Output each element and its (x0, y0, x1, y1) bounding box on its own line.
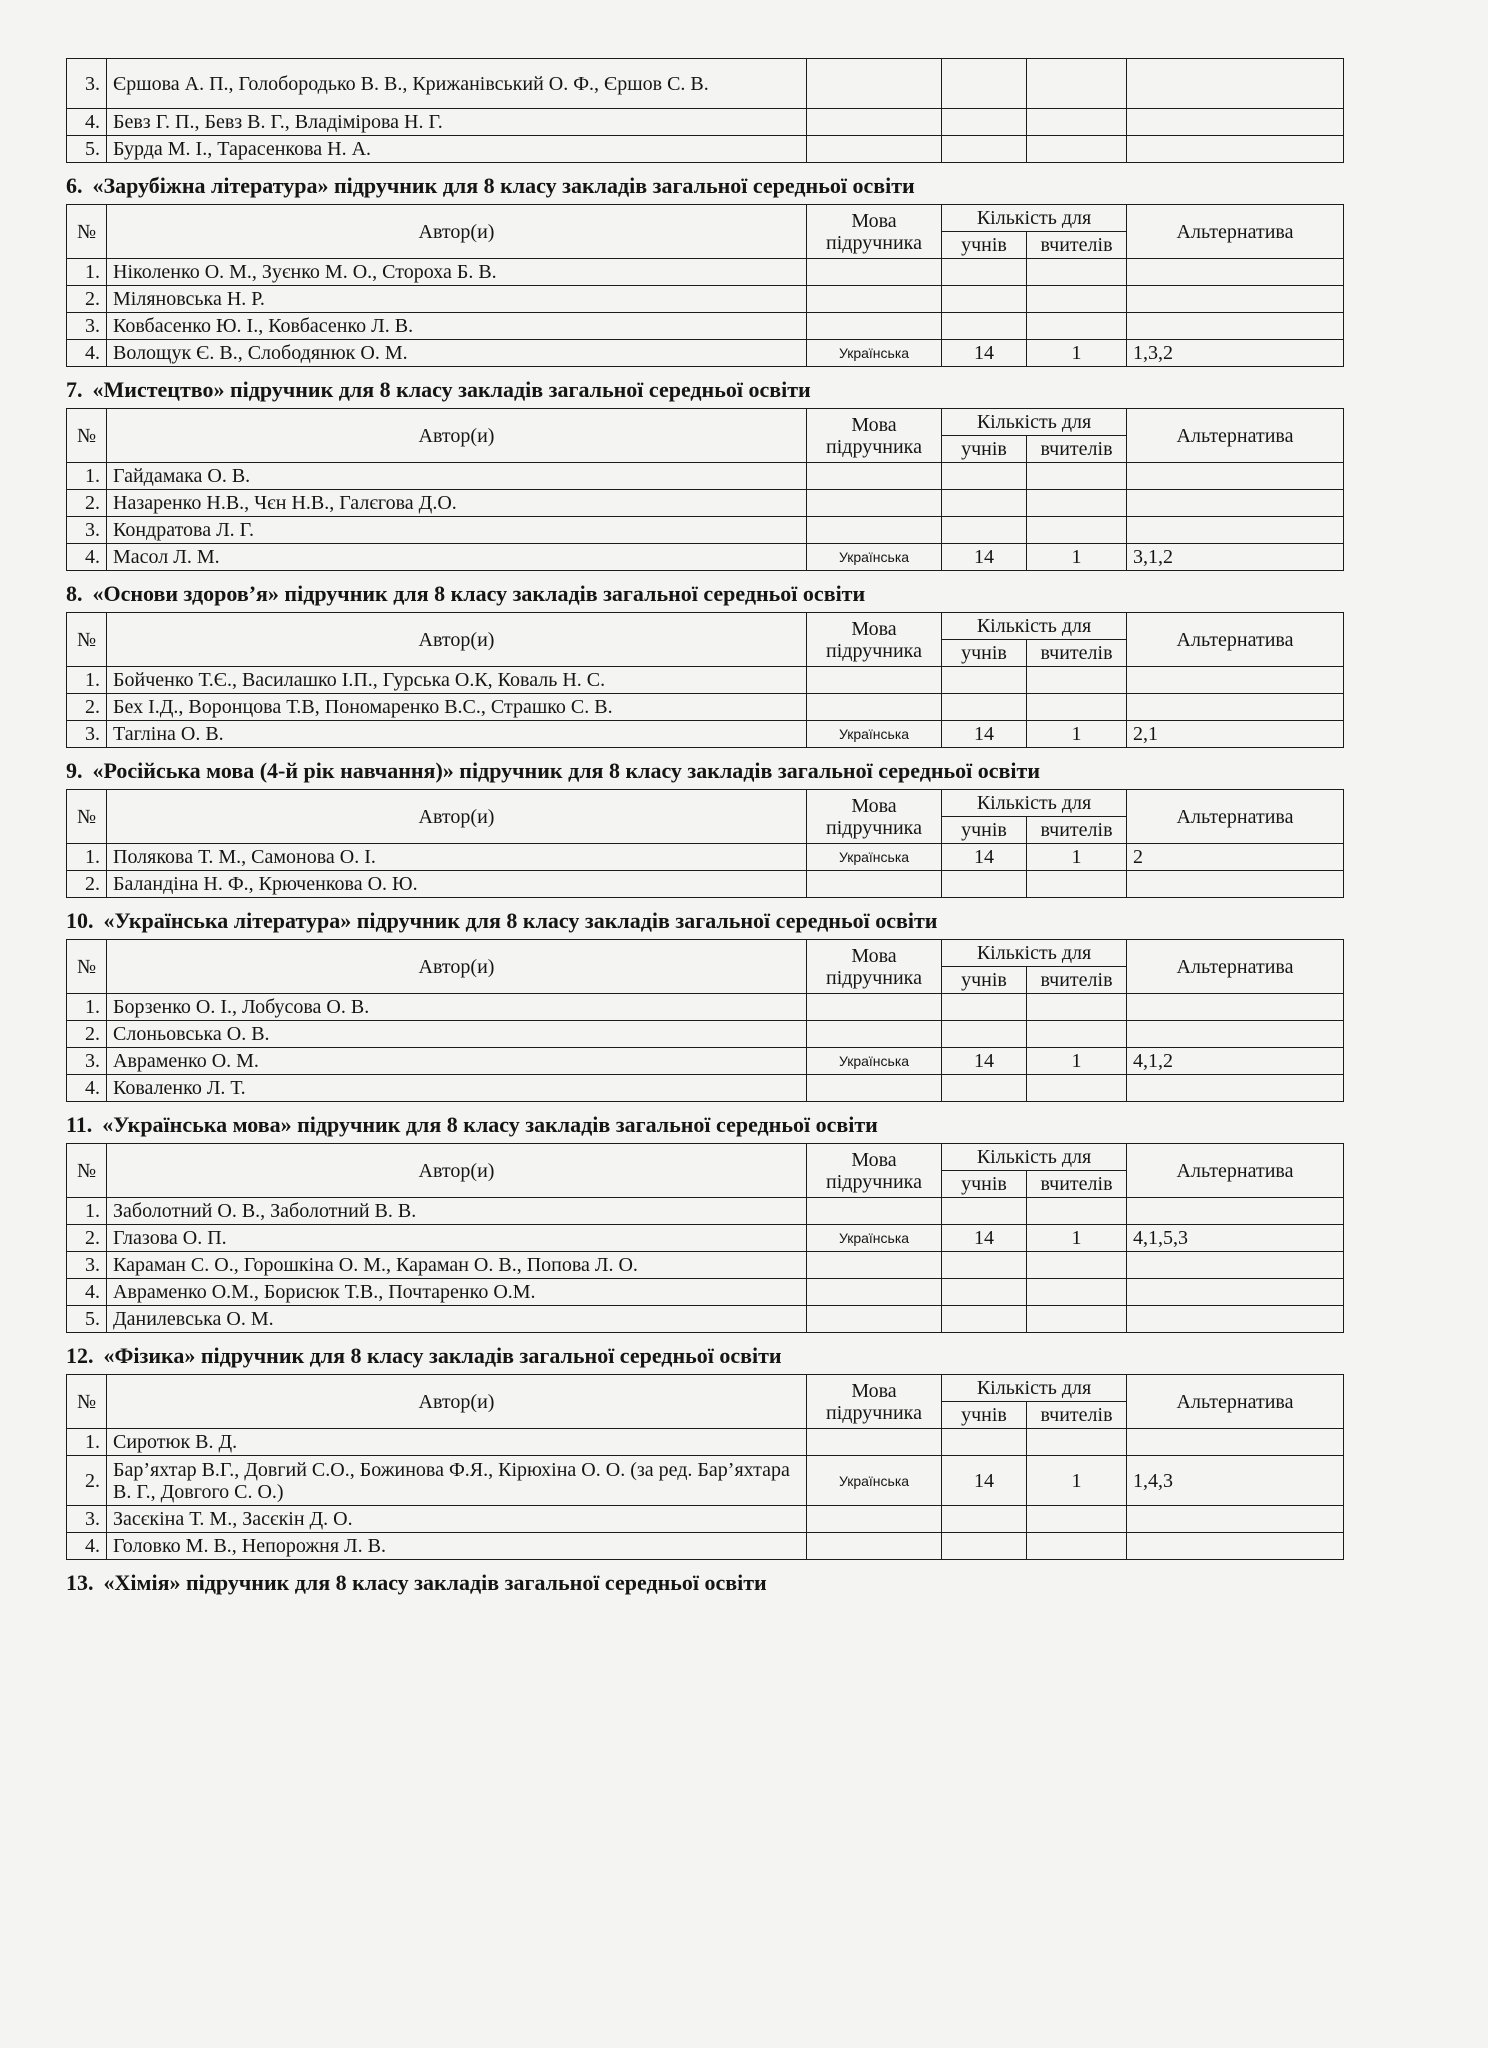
students-cell (942, 1021, 1027, 1048)
teachers-cell: 1 (1027, 844, 1127, 871)
header-alternative: Альтернатива (1127, 409, 1344, 463)
section-number: 13. (66, 1570, 94, 1595)
teachers-cell (1027, 109, 1127, 136)
teachers-cell (1027, 1506, 1127, 1533)
teachers-cell: 1 (1027, 340, 1127, 367)
language-cell (807, 667, 942, 694)
header-teachers: вчителів (1027, 1171, 1127, 1198)
header-author: Автор(и) (107, 790, 807, 844)
students-cell (942, 694, 1027, 721)
alternative-cell (1127, 1533, 1344, 1560)
alternative-cell (1127, 59, 1344, 109)
header-row (67, 613, 1344, 640)
language-cell (807, 463, 942, 490)
language-cell (807, 286, 942, 313)
teachers-cell (1027, 1306, 1127, 1333)
teachers-cell (1027, 1533, 1127, 1560)
language-cell (807, 259, 942, 286)
teachers-cell (1027, 259, 1127, 286)
header-alternative: Альтернатива (1127, 1375, 1344, 1429)
header-number: № (67, 1144, 107, 1198)
teachers-cell: 1 (1027, 1456, 1127, 1506)
header-language: Мова підручника (807, 1144, 942, 1198)
language-cell (807, 517, 942, 544)
row-number: 2. (67, 490, 107, 517)
language-cell (807, 1279, 942, 1306)
header-students: учнів (942, 232, 1027, 259)
row-number: 5. (67, 136, 107, 163)
section-title-text: «Українська мова» підручник для 8 класу закладів загальної середньої освіти (102, 1112, 878, 1137)
alternative-cell: 2,1 (1127, 721, 1344, 748)
students-cell (942, 1075, 1027, 1102)
table-row (67, 286, 1344, 313)
author-cell: Авраменко О. М. (107, 1048, 807, 1075)
language-cell: Українська (807, 721, 942, 748)
alternative-cell (1127, 1075, 1344, 1102)
language-cell: Українська (807, 544, 942, 571)
author-cell: Заболотний О. В., Заболотний В. В. (107, 1198, 807, 1225)
students-cell (942, 490, 1027, 517)
header-count: Кількість для (942, 940, 1127, 967)
table-row (67, 844, 1344, 871)
header-alternative: Альтернатива (1127, 613, 1344, 667)
teachers-cell (1027, 1021, 1127, 1048)
teachers-cell (1027, 517, 1127, 544)
language-cell (807, 1252, 942, 1279)
table-row (67, 136, 1344, 163)
header-alternative: Альтернатива (1127, 790, 1344, 844)
teachers-cell (1027, 994, 1127, 1021)
students-cell (942, 463, 1027, 490)
alternative-cell: 4,1,5,3 (1127, 1225, 1344, 1252)
row-number: 4. (67, 1533, 107, 1560)
students-cell: 14 (942, 544, 1027, 571)
header-teachers: вчителів (1027, 967, 1127, 994)
header-count: Кількість для (942, 409, 1127, 436)
row-number: 4. (67, 1075, 107, 1102)
table-row (67, 1506, 1344, 1533)
header-number: № (67, 613, 107, 667)
author-cell: Міляновська Н. Р. (107, 286, 807, 313)
language-cell: Українська (807, 1225, 942, 1252)
header-number: № (67, 409, 107, 463)
language-cell (807, 994, 942, 1021)
section-title (66, 1112, 1343, 1138)
section-number: 9. (66, 758, 83, 783)
language-cell (807, 1533, 942, 1560)
section-title-text: «Зарубіжна література» підручник для 8 класу закладів загальної середньої освіти (92, 173, 915, 198)
header-row (67, 940, 1344, 967)
row-number: 2. (67, 286, 107, 313)
header-row (67, 1144, 1344, 1171)
row-number: 3. (67, 721, 107, 748)
table-row (67, 544, 1344, 571)
students-cell: 14 (942, 340, 1027, 367)
students-cell (942, 109, 1027, 136)
table-row (67, 59, 1344, 109)
language-cell (807, 1306, 942, 1333)
author-cell: Караман С. О., Горошкіна О. М., Караман О. В., Попова Л. О. (107, 1252, 807, 1279)
teachers-cell (1027, 1429, 1127, 1456)
header-teachers: вчителів (1027, 436, 1127, 463)
header-count: Кількість для (942, 205, 1127, 232)
table-row (67, 1075, 1344, 1102)
author-cell: Авраменко О.М., Борисюк Т.В., Почтаренко О.М. (107, 1279, 807, 1306)
alternative-cell (1127, 1279, 1344, 1306)
students-cell (942, 1252, 1027, 1279)
language-cell (807, 109, 942, 136)
textbook-table (66, 1143, 1344, 1333)
students-cell: 14 (942, 1456, 1027, 1506)
header-count: Кількість для (942, 1144, 1127, 1171)
teachers-cell (1027, 59, 1127, 109)
author-cell: Назаренко Н.В., Чєн Н.В., Галєгова Д.О. (107, 490, 807, 517)
header-teachers: вчителів (1027, 817, 1127, 844)
students-cell (942, 1279, 1027, 1306)
header-language: Мова підручника (807, 205, 942, 259)
students-cell (942, 59, 1027, 109)
alternative-cell (1127, 313, 1344, 340)
row-number: 2. (67, 871, 107, 898)
table-row (67, 109, 1344, 136)
alternative-cell (1127, 994, 1344, 1021)
table-row (67, 1429, 1344, 1456)
header-author: Автор(и) (107, 205, 807, 259)
author-cell: Бойченко Т.Є., Василашко І.П., Гурська О.К, Коваль Н. С. (107, 667, 807, 694)
teachers-cell (1027, 1252, 1127, 1279)
row-number: 2. (67, 1456, 107, 1506)
header-students: учнів (942, 817, 1027, 844)
header-language: Мова підручника (807, 409, 942, 463)
alternative-cell (1127, 109, 1344, 136)
header-row (67, 1375, 1344, 1402)
section-title-text: «Українська література» підручник для 8 класу закладів загальної середньої освіти (103, 908, 938, 933)
teachers-cell (1027, 1198, 1127, 1225)
table-row (67, 667, 1344, 694)
textbook-table (66, 204, 1344, 367)
author-cell: Баландіна Н. Ф., Крюченкова О. Ю. (107, 871, 807, 898)
header-language: Мова підручника (807, 940, 942, 994)
header-row (67, 409, 1344, 436)
header-row (67, 790, 1344, 817)
language-cell (807, 694, 942, 721)
alternative-cell (1127, 259, 1344, 286)
author-cell: Єршова А. П., Голобородько В. В., Крижанівський О. Ф., Єршов С. В. (107, 59, 807, 109)
section-title (66, 1570, 1343, 1596)
table-row (67, 694, 1344, 721)
author-cell: Слоньовська О. В. (107, 1021, 807, 1048)
language-cell: Українська (807, 340, 942, 367)
row-number: 2. (67, 1225, 107, 1252)
row-number: 3. (67, 313, 107, 340)
header-alternative: Альтернатива (1127, 205, 1344, 259)
table-row (67, 1198, 1344, 1225)
section-title (66, 173, 1343, 199)
alternative-cell (1127, 286, 1344, 313)
author-cell: Кондратова Л. Г. (107, 517, 807, 544)
table-row (67, 340, 1344, 367)
header-number: № (67, 940, 107, 994)
section-title-text: «Мистецтво» підручник для 8 класу закладів загальної середньої освіти (92, 377, 811, 402)
row-number: 1. (67, 1198, 107, 1225)
header-students: учнів (942, 1402, 1027, 1429)
table-row (67, 1279, 1344, 1306)
row-number: 3. (67, 517, 107, 544)
section-number: 6. (66, 173, 83, 198)
author-cell: Засєкіна Т. М., Засєкін Д. О. (107, 1506, 807, 1533)
section-title (66, 581, 1343, 607)
row-number: 4. (67, 109, 107, 136)
students-cell: 14 (942, 844, 1027, 871)
teachers-cell: 1 (1027, 544, 1127, 571)
textbook-table (66, 939, 1344, 1102)
teachers-cell (1027, 313, 1127, 340)
row-number: 3. (67, 1048, 107, 1075)
author-cell: Тагліна О. В. (107, 721, 807, 748)
row-number: 4. (67, 544, 107, 571)
language-cell (807, 59, 942, 109)
students-cell (942, 1429, 1027, 1456)
language-cell (807, 871, 942, 898)
alternative-cell (1127, 1506, 1344, 1533)
students-cell: 14 (942, 1225, 1027, 1252)
language-cell (807, 1075, 942, 1102)
alternative-cell (1127, 1306, 1344, 1333)
section-title-text: «Фізика» підручник для 8 класу закладів загальної середньої освіти (103, 1343, 782, 1368)
row-number: 4. (67, 1279, 107, 1306)
row-number: 1. (67, 844, 107, 871)
table-row (67, 871, 1344, 898)
students-cell (942, 1198, 1027, 1225)
table-row (67, 517, 1344, 544)
teachers-cell (1027, 694, 1127, 721)
alternative-cell (1127, 136, 1344, 163)
students-cell (942, 667, 1027, 694)
language-cell: Українська (807, 1048, 942, 1075)
header-row (67, 205, 1344, 232)
textbook-table (66, 612, 1344, 748)
author-cell: Бар’яхтар В.Г., Довгий С.О., Божинова Ф.Я., Кірюхіна О. О. (за ред. Бар’яхтара В. Г., Довгого С. О.) (107, 1456, 807, 1506)
language-cell (807, 490, 942, 517)
table-row (67, 1252, 1344, 1279)
table-row (67, 463, 1344, 490)
table-row (67, 1048, 1344, 1075)
row-number: 4. (67, 340, 107, 367)
header-language: Мова підручника (807, 790, 942, 844)
section-title-text: «Російська мова (4-й рік навчання)» підручник для 8 класу закладів загальної середньої освіти (92, 758, 1041, 783)
teachers-cell: 1 (1027, 1048, 1127, 1075)
author-cell: Волощук Є. В., Слободянюк О. М. (107, 340, 807, 367)
table-row (67, 313, 1344, 340)
teachers-cell (1027, 667, 1127, 694)
section-number: 7. (66, 377, 83, 402)
section-number: 10. (66, 908, 94, 933)
sections-container (66, 173, 1343, 1560)
section-title (66, 908, 1343, 934)
alternative-cell (1127, 490, 1344, 517)
row-number: 1. (67, 667, 107, 694)
teachers-cell (1027, 1279, 1127, 1306)
language-cell (807, 1198, 942, 1225)
author-cell: Борзенко О. І., Лобусова О. В. (107, 994, 807, 1021)
section-number: 12. (66, 1343, 94, 1368)
row-number: 1. (67, 1429, 107, 1456)
textbook-table (66, 789, 1344, 898)
students-cell (942, 871, 1027, 898)
language-cell: Українська (807, 844, 942, 871)
section-number: 8. (66, 581, 83, 606)
header-students: учнів (942, 640, 1027, 667)
alternative-cell (1127, 1021, 1344, 1048)
teachers-cell (1027, 136, 1127, 163)
row-number: 5. (67, 1306, 107, 1333)
students-cell (942, 994, 1027, 1021)
author-cell: Сиротюк В. Д. (107, 1429, 807, 1456)
teachers-cell (1027, 286, 1127, 313)
alternative-cell: 3,1,2 (1127, 544, 1344, 571)
author-cell: Ніколенко О. М., Зуєнко М. О., Стороха Б. В. (107, 259, 807, 286)
section-title-text: «Основи здоров’я» підручник для 8 класу закладів загальної середньої освіти (92, 581, 866, 606)
teachers-cell: 1 (1027, 1225, 1127, 1252)
teachers-cell (1027, 1075, 1127, 1102)
alternative-cell: 1,3,2 (1127, 340, 1344, 367)
alternative-cell (1127, 667, 1344, 694)
table-row (67, 994, 1344, 1021)
alternative-cell (1127, 463, 1344, 490)
header-alternative: Альтернатива (1127, 940, 1344, 994)
alternative-cell (1127, 1429, 1344, 1456)
alternative-cell (1127, 517, 1344, 544)
section-title (66, 377, 1343, 403)
teachers-cell (1027, 490, 1127, 517)
teachers-cell (1027, 463, 1127, 490)
language-cell (807, 1429, 942, 1456)
header-teachers: вчителів (1027, 640, 1127, 667)
section-title (66, 1343, 1343, 1369)
textbook-table (66, 408, 1344, 571)
header-teachers: вчителів (1027, 232, 1127, 259)
header-count: Кількість для (942, 790, 1127, 817)
author-cell: Ковбасенко Ю. І., Ковбасенко Л. В. (107, 313, 807, 340)
alternative-cell: 2 (1127, 844, 1344, 871)
table-row (67, 1533, 1344, 1560)
table-row (67, 1225, 1344, 1252)
author-cell: Бевз Г. П., Бевз В. Г., Владімірова Н. Г. (107, 109, 807, 136)
section-title (66, 758, 1343, 784)
students-cell (942, 313, 1027, 340)
header-teachers: вчителів (1027, 1402, 1127, 1429)
header-author: Автор(и) (107, 613, 807, 667)
header-students: учнів (942, 436, 1027, 463)
students-cell (942, 1533, 1027, 1560)
row-number: 3. (67, 1506, 107, 1533)
teachers-cell (1027, 871, 1127, 898)
author-cell: Полякова Т. М., Самонова О. І. (107, 844, 807, 871)
row-number: 1. (67, 463, 107, 490)
table-row (67, 1456, 1344, 1506)
table-row (67, 721, 1344, 748)
author-cell: Масол Л. М. (107, 544, 807, 571)
language-cell: Українська (807, 1456, 942, 1506)
students-cell: 14 (942, 721, 1027, 748)
header-number: № (67, 790, 107, 844)
header-author: Автор(и) (107, 409, 807, 463)
students-cell (942, 1506, 1027, 1533)
alternative-cell: 1,4,3 (1127, 1456, 1344, 1506)
language-cell (807, 136, 942, 163)
section-number: 11. (66, 1112, 93, 1137)
header-students: учнів (942, 967, 1027, 994)
language-cell (807, 313, 942, 340)
header-count: Кількість для (942, 613, 1127, 640)
row-number: 2. (67, 1021, 107, 1048)
alternative-cell (1127, 871, 1344, 898)
language-cell (807, 1506, 942, 1533)
header-number: № (67, 205, 107, 259)
alternative-cell (1127, 1198, 1344, 1225)
textbook-table (66, 1374, 1344, 1560)
alternative-cell (1127, 694, 1344, 721)
author-cell: Бурда М. І., Тарасенкова Н. А. (107, 136, 807, 163)
header-students: учнів (942, 1171, 1027, 1198)
author-cell: Коваленко Л. Т. (107, 1075, 807, 1102)
table-row (67, 259, 1344, 286)
header-number: № (67, 1375, 107, 1429)
students-cell: 14 (942, 1048, 1027, 1075)
author-cell: Бех І.Д., Воронцова Т.В, Пономаренко В.С., Страшко С. В. (107, 694, 807, 721)
students-cell (942, 517, 1027, 544)
author-cell: Данилевська О. М. (107, 1306, 807, 1333)
top-table (66, 58, 1344, 163)
table-row (67, 1306, 1344, 1333)
alternative-cell (1127, 1252, 1344, 1279)
header-alternative: Альтернатива (1127, 1144, 1344, 1198)
language-cell (807, 1021, 942, 1048)
row-number: 2. (67, 694, 107, 721)
author-cell: Головко М. В., Непорожня Л. В. (107, 1533, 807, 1560)
row-number: 1. (67, 259, 107, 286)
row-number: 1. (67, 994, 107, 1021)
document-content (66, 58, 1343, 1601)
header-language: Мова підручника (807, 1375, 942, 1429)
author-cell: Гайдамака О. В. (107, 463, 807, 490)
header-language: Мова підручника (807, 613, 942, 667)
header-count: Кількість для (942, 1375, 1127, 1402)
teachers-cell: 1 (1027, 721, 1127, 748)
row-number: 3. (67, 1252, 107, 1279)
header-author: Автор(и) (107, 1375, 807, 1429)
section-title-text: «Хімія» підручник для 8 класу закладів загальної середньої освіти (103, 1570, 767, 1595)
header-author: Автор(и) (107, 940, 807, 994)
author-cell: Глазова О. П. (107, 1225, 807, 1252)
students-cell (942, 136, 1027, 163)
students-cell (942, 259, 1027, 286)
students-cell (942, 1306, 1027, 1333)
table-row (67, 1021, 1344, 1048)
alternative-cell: 4,1,2 (1127, 1048, 1344, 1075)
students-cell (942, 286, 1027, 313)
table-row (67, 490, 1344, 517)
header-author: Автор(и) (107, 1144, 807, 1198)
row-number: 3. (67, 59, 107, 109)
